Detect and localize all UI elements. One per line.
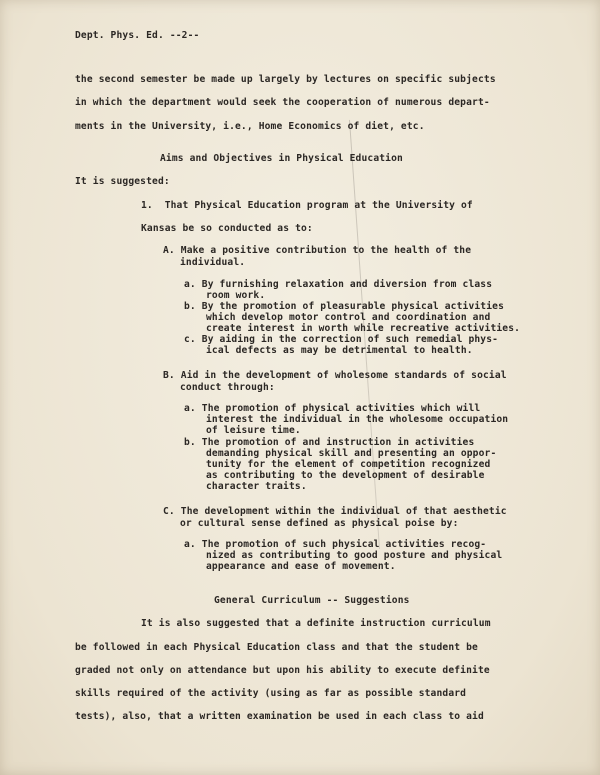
a-b-line-2: which develop motor control and coordination and — [206, 312, 491, 323]
section-c-line-1: C. The development within the individual of that aesthetic — [163, 506, 507, 517]
b-a-line-3: of leisure time. — [206, 425, 301, 436]
c-a-line-1: a. The promotion of such physical activities recog- — [184, 539, 487, 550]
b-b-line-1: b. The promotion of and instruction in activities — [184, 437, 475, 448]
item-1-line-2: Kansas be so conducted as to: — [141, 223, 313, 234]
section-a-line-2: individual. — [180, 257, 246, 268]
b-b-line-4: as contributing to the development of desirable — [206, 470, 485, 481]
closing-line-3: graded not only on attendance but upon his ability to execute definite — [75, 665, 490, 676]
c-a-line-2: nized as contributing to good posture and physical — [206, 550, 503, 561]
a-b-line-3: create interest in worth while recreative activities. — [206, 323, 521, 334]
closing-line-2: be followed in each Physical Education class and that the student be — [75, 642, 478, 653]
a-b-line-1: b. By the promotion of pleasurable physical activities — [184, 301, 504, 312]
closing-line-5: tests), also, that a written examination be used in each class to aid — [75, 711, 484, 722]
b-a-line-2: interest the individual in the wholesome occupation — [206, 414, 509, 425]
section-a-line-1: A. Make a positive contribution to the health of the — [163, 245, 472, 256]
a-a-line-1: a. By furnishing relaxation and diversion from class — [184, 279, 493, 290]
item-1-line-1: 1. That Physical Education program at the University of — [141, 200, 473, 211]
b-b-line-5: character traits. — [206, 481, 307, 492]
aims-heading: Aims and Objectives in Physical Education — [160, 153, 403, 164]
curriculum-heading: General Curriculum -- Suggestions — [214, 595, 410, 606]
page-header: Dept. Phys. Ed. --2-- — [75, 30, 200, 41]
a-c-line-2: ical defects as may be detrimental to health. — [206, 345, 473, 356]
intro-line-3: ments in the University, i.e., Home Economics of diet, etc. — [75, 121, 425, 132]
section-b-line-2: conduct through: — [180, 382, 275, 393]
a-c-line-1: c. By aiding in the correction of such remedial phys- — [184, 334, 499, 345]
a-a-line-2: room work. — [206, 290, 266, 301]
b-b-line-2: demanding physical skill and presenting an oppor- — [206, 448, 497, 459]
c-a-line-3: appearance and ease of movement. — [206, 561, 396, 572]
b-b-line-3: tunity for the element of competition recognized — [206, 459, 491, 470]
section-b-line-1: B. Aid in the development of wholesome standards of social — [163, 370, 507, 381]
intro-line-1: the second semester be made up largely by lectures on specific subjects — [75, 74, 496, 85]
intro-line-2: in which the department would seek the cooperation of numerous depart- — [75, 97, 490, 108]
closing-line-1: It is also suggested that a definite instruction curriculum — [141, 618, 491, 629]
b-a-line-1: a. The promotion of physical activities which will — [184, 403, 481, 414]
closing-line-4: skills required of the activity (using as far as possible standard — [75, 688, 467, 699]
suggested-label: It is suggested: — [75, 176, 170, 187]
section-c-line-2: or cultural sense defined as physical poise by: — [180, 518, 459, 529]
